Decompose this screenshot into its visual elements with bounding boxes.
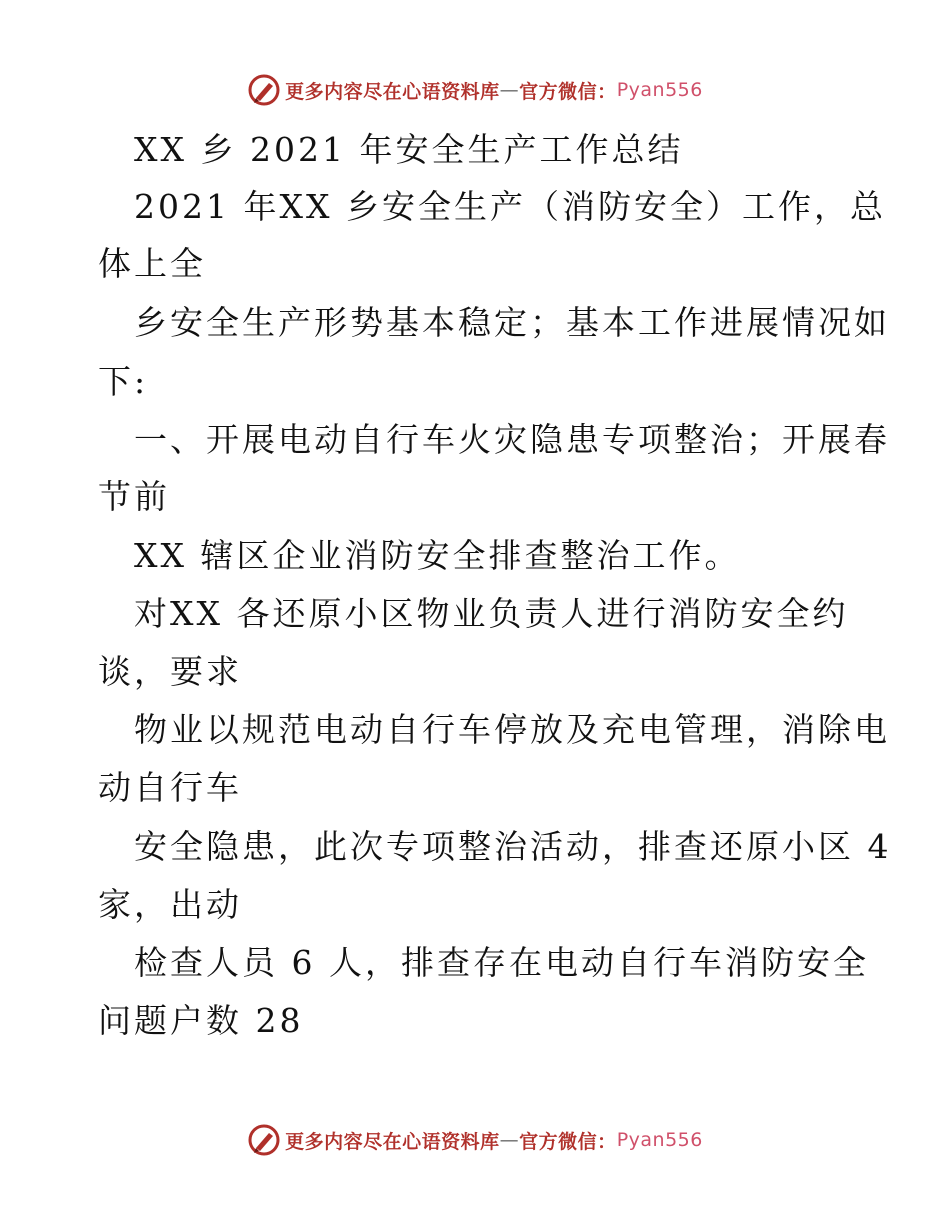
paragraph-line: XX 辖区企业消防安全排查整治工作。 (134, 536, 741, 575)
paragraph-line: 物业以规范电动自行车停放及充电管理，消除电 (134, 710, 890, 749)
paragraph-line: 安全隐患，此次专项整治活动，排查还原小区 4 (134, 827, 892, 866)
paragraph-line: 2021 年XX 乡安全生产（消防安全）工作，总 (134, 187, 886, 226)
paragraph-line: 对XX 各还原小区物业负责人进行消防安全约 (134, 594, 849, 633)
watermark-site: 更多内容尽在心语资料库 (285, 80, 500, 103)
paragraph-line: 家，出动 (98, 885, 242, 924)
footer-watermark (0, 1120, 950, 1160)
watermark-dash: — (499, 79, 520, 101)
watermark-site: 更多内容尽在心语资料库 (285, 1130, 500, 1153)
watermark-account: Pyan556 (616, 79, 703, 101)
pen-logo-icon (247, 73, 281, 107)
document-title: XX 乡 2021 年安全生产工作总结 (134, 130, 684, 169)
paragraph-line: 下: (98, 362, 149, 401)
paragraph-line: 谈，要求 (98, 652, 242, 691)
header-watermark (0, 70, 950, 110)
pen-logo-icon (247, 1123, 281, 1157)
paragraph-line: 体上全 (98, 244, 206, 283)
watermark-label: 官方微信： (519, 80, 617, 103)
watermark-account: Pyan556 (616, 1129, 703, 1151)
paragraph-line: 动自行车 (98, 768, 242, 807)
paragraph-line: 检查人员 6 人，排查存在电动自行车消防安全 (134, 943, 869, 982)
paragraph-line: 问题户数 28 (98, 1001, 304, 1040)
watermark-dash: — (499, 1129, 520, 1151)
paragraph-line: 一、开展电动自行车火灾隐患专项整治；开展春 (134, 420, 890, 459)
watermark-label: 官方微信： (519, 1130, 617, 1153)
paragraph-line: 乡安全生产形势基本稳定；基本工作进展情况如 (134, 303, 890, 342)
paragraph-line: 节前 (98, 477, 170, 516)
